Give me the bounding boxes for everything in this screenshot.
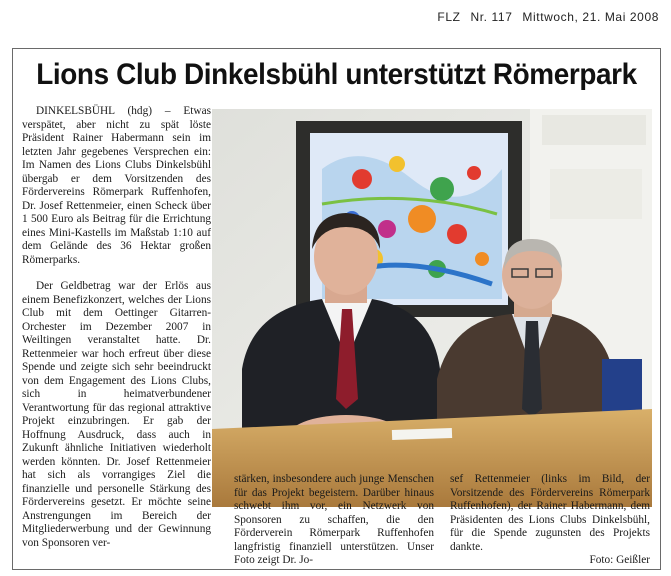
article-column-middle [234,473,434,568]
masthead [431,10,659,24]
photo-illustration [212,109,652,507]
article-paragraph-4: sef Rettenmeier (links im Bild, der Vorsitzende des Fördervereins Römerpark Ruffenhofen), der Rainer Habermann, dem Präsidenten des Lions Clubs Dinkelsbühl, für die Spende zugunsten des Projekts dankte. [450,473,650,553]
article-headline: Lions Club Dinkelsbühl unterstützt Römerpark [36,58,637,91]
article-paragraph-3: stärken, insbesondere auch junge Menschen für das Projekt begeistern. Darüber hinaus schwebt ihm vor, ein Netzwerk von Sponsoren zu schaffen, die den Förderverein Römerpark Ruffenhofen langfristig finanziell unterstützen. Unser Foto zeigt Dr. Jo- [234,473,434,566]
masthead-paper: FLZ [437,10,461,24]
article-photo [212,109,652,507]
photo-credit: Foto: Geißler [589,554,650,566]
article-paragraph-1: DINKELSBÜHL (hdg) – Etwas verspätet, aber nicht zu spät löste Präsident Rainer Habermann sein im letzten Jahr gegebenes Versprechen ein: Im Namen des Lions Clubs Dinkelsbühl übergab er dem Vorsitzenden des Fördervereins Römerpark Ruffenhofen, Dr. Josef Rettenmeier, einen Scheck über 1 500 Euro als Beitrag für die Errichtung eines Mini-Kastells im Maßstab 1:10 auf dem Gelände des 36 Hektar großen Römerparks. [22,105,211,266]
masthead-date: Mittwoch, 21. Mai 2008 [522,10,659,24]
masthead-issue: Nr. 117 [470,10,513,24]
article-column-left [22,105,211,550]
article-paragraph-2: Der Geldbetrag war der Erlös aus einem Benefizkonzert, welches der Lions Club mit dem Oettinger Gitarren-Orchester im Dezember 2007 in Weiltingen veranstaltet hatte. Dr. Rettenmeier war hoch erfreut über diese Spende und zeigte sich sehr beeindruckt von dem Engagement des Lions Clubs, sich in heimatverbundener Verantwortung für das regional attraktive Projekt einzubringen. Er gab der Hoffnung Ausdruck, dass auch in Zukunft ähnliche Initiativen wiederholt werden könnten. Dr. Josef Rettenmeier hat sich als vorrangiges Ziel die finanzielle und personelle Stärkung des Fördervereins gesetzt. Er möchte seine Anstrengungen im Bereich der Mitgliederwerbung und der Gewinnung von Sponsoren ver- [22,280,211,549]
cheque [392,428,452,440]
article-frame [12,48,661,570]
article-column-right [450,473,650,568]
